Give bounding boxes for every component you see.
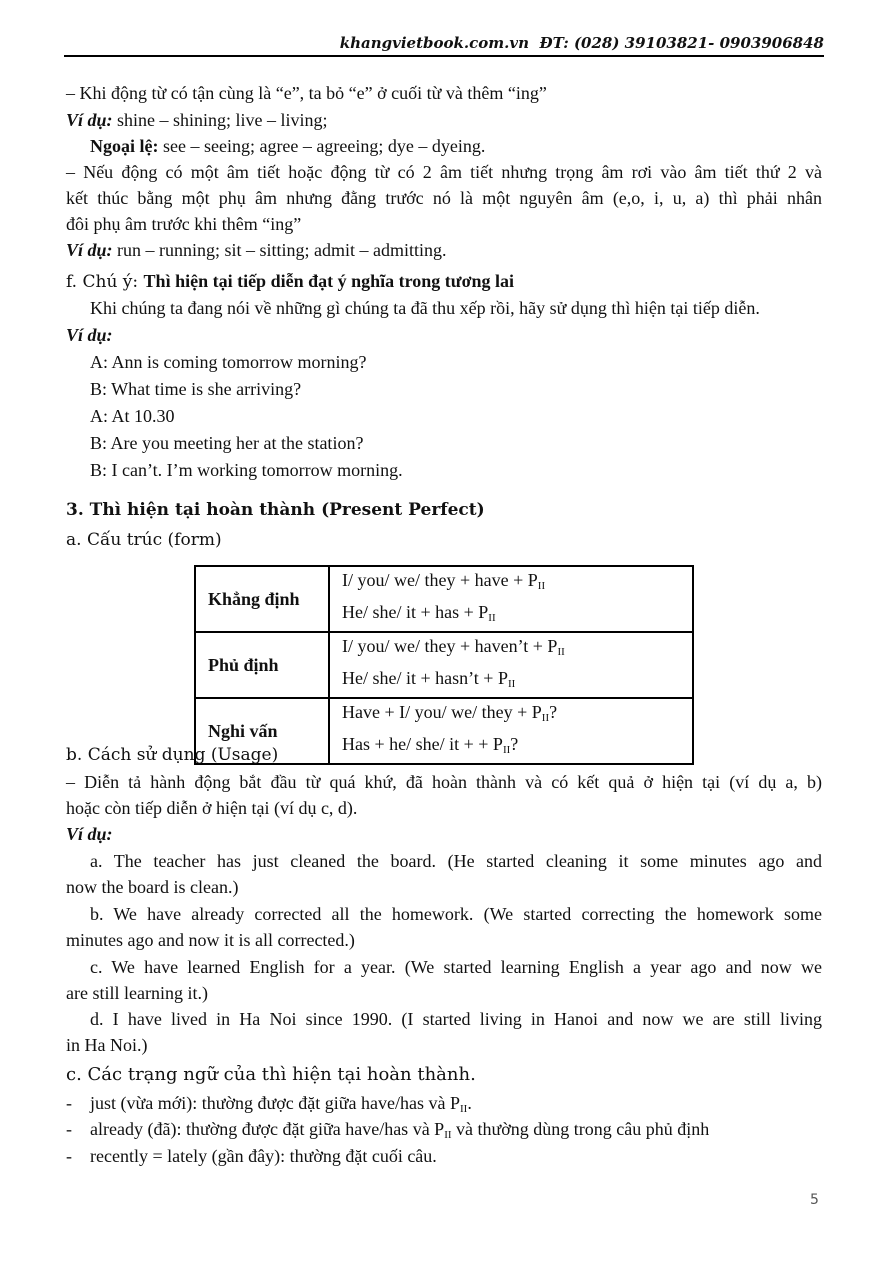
header-phone: ĐT: (028) 39103821- 0903906848	[539, 34, 824, 52]
formula-end: ?	[549, 702, 558, 722]
adverb-text: just (vừa mới): thường được đặt giữa have/has và P	[90, 1093, 461, 1113]
section-f-intro: Khi chúng ta đang nói về những gì chúng ta đã thu xếp rồi, hãy sử dụng thì hiện tại tiếp diễn.	[90, 298, 760, 318]
formula-text: I/ you/ we/ they + have + P	[342, 570, 538, 590]
header-rule	[64, 55, 824, 57]
formula-sub: II	[502, 744, 511, 756]
formula-sub: II	[537, 580, 546, 592]
example-line-2	[66, 237, 822, 263]
header-site: khangvietbook.com.vn	[339, 34, 529, 52]
rule-double-line-3: đôi phụ âm trước khi thêm “ing”	[66, 214, 302, 234]
usage-example-a-1: a. The teacher has just cleaned the board. (He started cleaning it some minutes ago and	[90, 851, 822, 871]
adverb-end: .	[467, 1093, 472, 1113]
exception-line	[66, 133, 822, 159]
row-label: Khẳng định	[195, 566, 329, 632]
adverb-item	[66, 1143, 822, 1169]
row-formula	[329, 632, 693, 698]
table-row	[195, 566, 693, 632]
rule-double-line-2: kết thúc bằng một phụ âm nhưng đằng trước nó là một nguyên âm (e,o, i, u, a) thì phải nhân	[66, 188, 822, 208]
dialogue-line: B: What time is she arriving?	[90, 379, 302, 399]
heading-prefix: f. Chú ý:	[66, 272, 144, 292]
row-label: Phủ định	[195, 632, 329, 698]
usage-example-c-2: are still learning it.)	[66, 983, 208, 1003]
usage-line-1: – Diễn tả hành động bắt đầu từ quá khứ, đã hoàn thành và có kết quả ở hiện tại (ví dụ a, b)	[66, 772, 822, 792]
formula-end: ?	[510, 734, 519, 754]
formula-sub: II	[541, 712, 550, 724]
row-formula	[329, 566, 693, 632]
example-line-1	[66, 107, 822, 133]
formula-sub: II	[507, 678, 516, 690]
adverbs-heading: c. Các trạng ngữ của thì hiện tại hoàn thành.	[66, 1064, 476, 1085]
heading-bold: Thì hiện tại tiếp diễn đạt ý nghĩa trong tương lai	[143, 271, 515, 291]
example-label: Ví dụ:	[66, 824, 113, 844]
adverb-text: recently = lately (gần đây): thường đặt cuối câu.	[90, 1146, 437, 1166]
section-f-heading	[66, 268, 822, 295]
usage-example-c-1: c. We have learned English for a year. (We started learning English a year ago and now we	[90, 957, 822, 977]
dialogue-line: A: At 10.30	[90, 406, 175, 426]
usage-example-d-1: d. I have lived in Ha Noi since 1990. (I started living in Hanoi and now we are still living	[90, 1009, 822, 1029]
usage-example-d-2: in Ha Noi.)	[66, 1035, 148, 1055]
section-3-title: 3. Thì hiện tại hoàn thành (Present Perfect)	[66, 500, 485, 520]
formula-text: Has + he/ she/ it + + P	[342, 734, 503, 754]
bullet-dash: -	[66, 1119, 72, 1139]
formula-text: I/ you/ we/ they + haven’t + P	[342, 636, 558, 656]
page-number: 5	[810, 1192, 819, 1208]
dialogue-line: B: I can’t. I’m working tomorrow morning.	[90, 460, 403, 480]
formula-sub: II	[557, 646, 565, 658]
example-label: Ví dụ:	[66, 240, 113, 260]
formula-text: Have + I/ you/ we/ they + P	[342, 702, 542, 722]
formula-sub: II	[488, 612, 496, 624]
adverb-end: và thường dùng trong câu phủ định	[451, 1119, 710, 1139]
usage-example-b-2: minutes ago and now it is all corrected.)	[66, 930, 355, 950]
formula-text: He/ she/ it + has + P	[342, 602, 489, 622]
usage-heading: b. Cách sử dụng (Usage)	[66, 745, 279, 765]
adverb-sub: II	[460, 1103, 468, 1115]
usage-line-2: hoặc còn tiếp diễn ở hiện tại (ví dụ c, d).	[66, 798, 358, 818]
example-text: shine – shining; live – living;	[112, 110, 328, 130]
example-label: Ví dụ:	[66, 325, 113, 345]
dialogue-line: B: Are you meeting her at the station?	[90, 433, 364, 453]
exception-text: see – seeing; agree – agreeing; dye – dyeing.	[158, 136, 486, 156]
usage-example-a-2: now the board is clean.)	[66, 877, 239, 897]
example-text: run – running; sit – sitting; admit – admitting.	[112, 240, 447, 260]
table-row	[195, 632, 693, 698]
bullet-dash: -	[66, 1146, 72, 1166]
rule-drop-e: – Khi động từ có tận cùng là “e”, ta bỏ “e” ở cuối từ và thêm “ing”	[66, 83, 547, 103]
formula-text: He/ she/ it + hasn’t + P	[342, 668, 508, 688]
usage-example-b-1: b. We have already corrected all the homework. (We started correcting the homework some	[90, 904, 822, 924]
form-heading: a. Cấu trúc (form)	[66, 530, 222, 550]
form-table	[194, 565, 694, 765]
adverb-text: already (đã): thường được đặt giữa have/has và P	[90, 1119, 445, 1139]
rule-double-line-1: – Nếu động có một âm tiết hoặc động từ có 2 âm tiết nhưng trọng âm rơi vào âm tiết thứ 2 và	[66, 162, 822, 182]
row-label: Nghi vấn	[195, 698, 329, 764]
exception-label: Ngoại lệ:	[90, 136, 159, 156]
example-label: Ví dụ:	[66, 110, 113, 130]
adverb-sub: II	[444, 1129, 452, 1141]
bullet-dash: -	[66, 1093, 72, 1113]
page-header	[64, 34, 824, 52]
dialogue-line: A: Ann is coming tomorrow morning?	[90, 352, 367, 372]
